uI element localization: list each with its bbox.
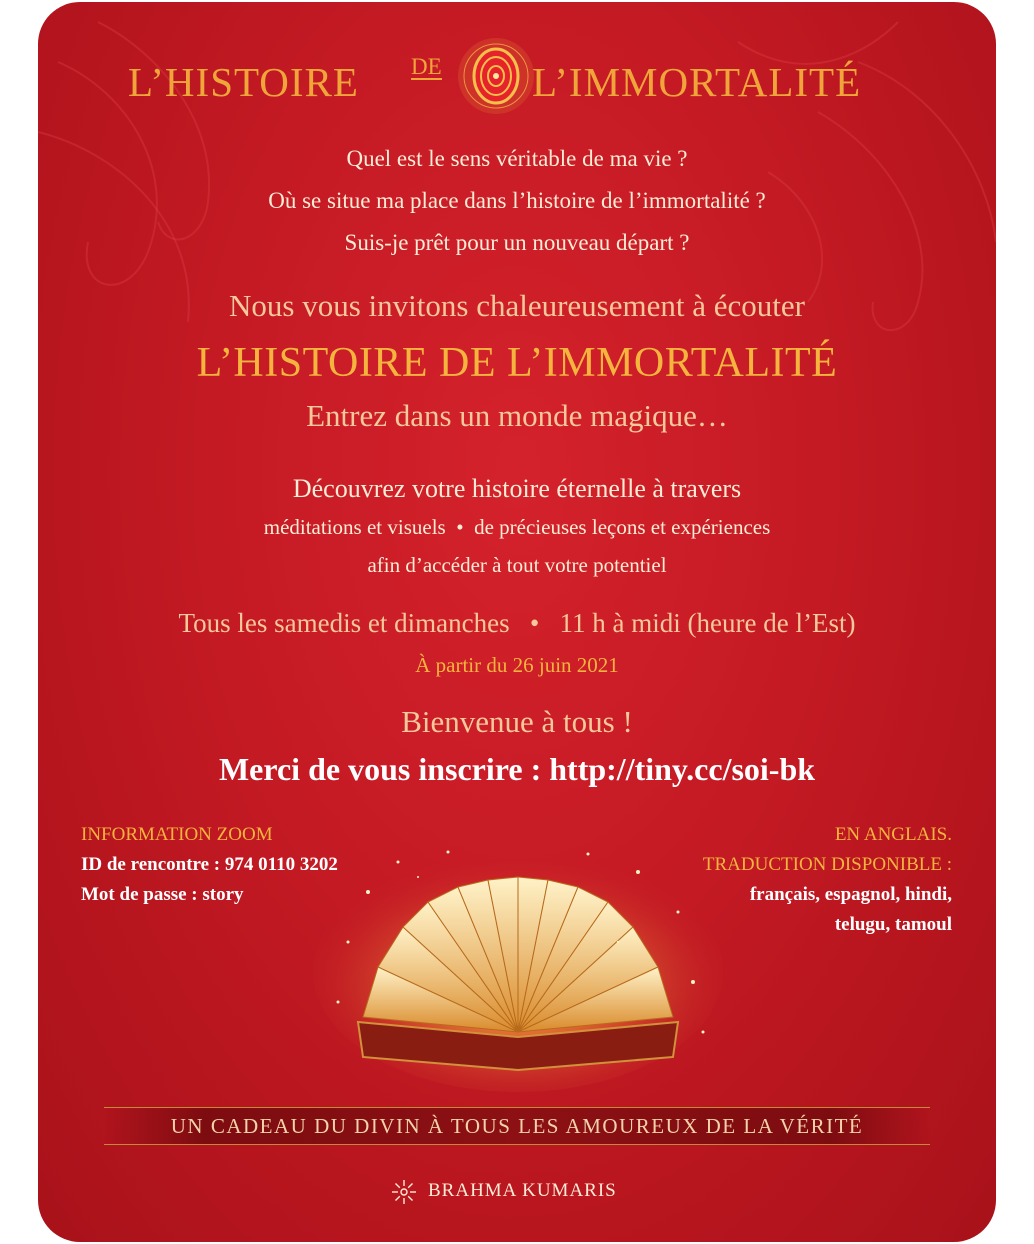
question-2: Où se situe ma place dans l’histoire de l’immortalité ? <box>268 188 766 213</box>
register-link[interactable]: Merci de vous inscrire : http://tiny.cc/soi-bk <box>218 751 816 787</box>
lotus-logo-icon <box>390 1178 418 1206</box>
flame-emblem-icon <box>456 36 536 116</box>
schedule-line <box>38 608 996 639</box>
glowing-book-image <box>308 832 728 1092</box>
header-word-left: L’HISTOIRE <box>128 59 359 105</box>
bullet-separator: • <box>456 515 464 539</box>
discover-line-1 <box>38 515 996 540</box>
discover-headline: Découvrez votre histoire éternelle à travers <box>292 474 742 503</box>
start-date: À partir du 26 juin 2021 <box>415 653 619 677</box>
subtitle: Entrez dans un monde magique… <box>306 398 728 433</box>
zoom-password: Mot de passe : story <box>81 884 244 905</box>
question-1: Quel est le sens véritable de ma vie ? <box>346 146 688 171</box>
zoom-meeting-id: ID de rencontre : 974 0110 3202 <box>81 854 338 875</box>
schedule-days: Tous les samedis et dimanches <box>178 608 510 638</box>
discover-item-2: de précieuses leçons et expériences <box>474 515 771 539</box>
header-word-de: DE <box>411 54 442 79</box>
language-line-1: EN ANGLAIS. <box>834 824 952 845</box>
language-line-3: français, espagnol, hindi, <box>749 884 952 905</box>
footer-brand-name: BRAHMA KUMARIS <box>428 1180 617 1201</box>
zoom-info <box>81 820 338 910</box>
tagline-text: UN CADEAU DU DIVIN À TOUS LES AMOUREUX DE LA VÉRITÉ <box>170 1114 864 1138</box>
invite-line: Nous vous invitons chaleureusement à écouter <box>229 288 805 323</box>
tagline-banner <box>104 1107 930 1145</box>
language-line-2: TRADUCTION DISPONIBLE : <box>702 854 952 875</box>
main-title: L’HISTOIRE DE L’IMMORTALITÉ <box>196 340 838 386</box>
zoom-heading: INFORMATION ZOOM <box>81 824 273 845</box>
header-word-right: L’IMMORTALITÉ <box>532 59 862 105</box>
brand-header <box>38 36 996 116</box>
language-line-4: telugu, tamoul <box>834 914 952 935</box>
flyer <box>38 2 996 1242</box>
discover-item-1: méditations et visuels <box>263 515 446 539</box>
schedule-time: 11 h à midi (heure de l’Est) <box>559 608 856 638</box>
bullet-separator: • <box>529 608 540 638</box>
footer-brand <box>390 1177 650 1207</box>
welcome-line: Bienvenue à tous ! <box>401 704 633 739</box>
question-3: Suis-je prêt pour un nouveau départ ? <box>344 230 690 255</box>
discover-line-2: afin d’accéder à tout votre potentiel <box>367 553 667 577</box>
